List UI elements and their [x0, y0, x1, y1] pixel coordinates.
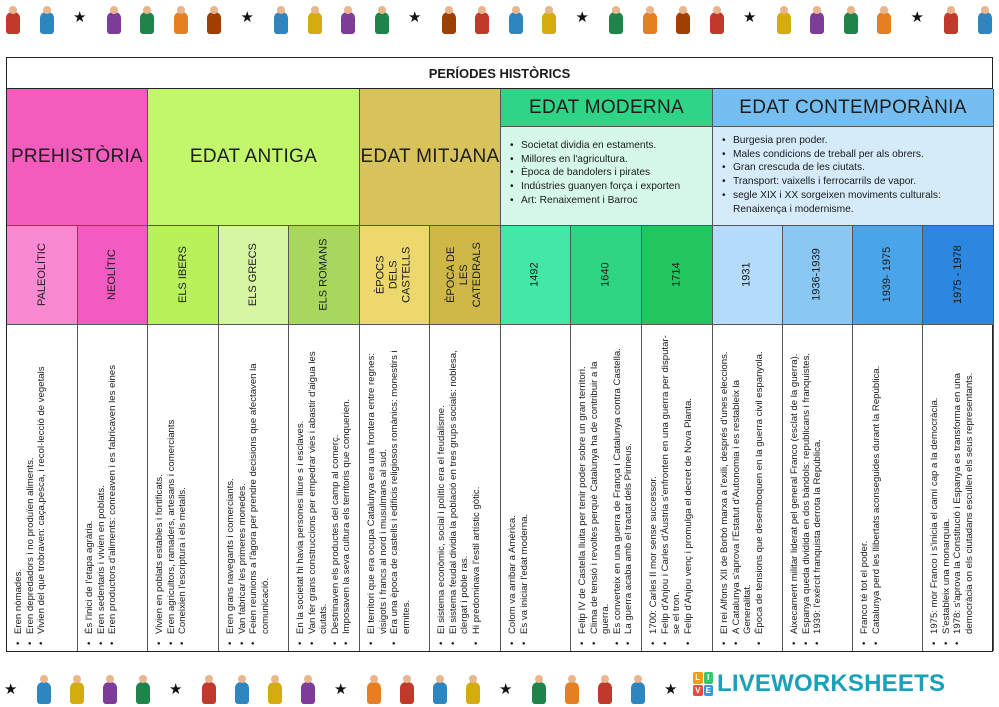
- character-figure-icon: [140, 12, 154, 34]
- character-figure-icon: [542, 12, 556, 34]
- logo-mark-letter: L: [693, 672, 703, 684]
- subperiod-label: ÈPOCS DELS CASTELLS: [374, 246, 414, 304]
- period-fact: • Colom va arribar a Amèrica.: [507, 333, 519, 645]
- character-figure-icon: [301, 682, 315, 704]
- period-fact: • Època de tensions que desemboquen en la guerra civil espanyola.: [754, 333, 766, 645]
- contemporania-summary: [713, 127, 994, 226]
- period-fact: • Espanya queda dividida en dos bàndols: republicans i franquistes.: [801, 333, 813, 645]
- star-icon: ★: [664, 680, 678, 698]
- logo-mark-letter: V: [693, 685, 703, 697]
- period-fact: • Aixecament militar liderat pel general Franco (esclat de la guerra).: [789, 333, 801, 645]
- character-figure-icon: [107, 12, 121, 34]
- period-facts-column: [219, 325, 289, 651]
- era-contemporania: EDAT CONTEMPORÀNIA: [713, 89, 994, 127]
- moderna-summary-item: • Indústries guanyen força i exporten: [521, 180, 706, 194]
- contemporania-summary-item: • Transport: vaixells i ferrocarrils de vapor.: [733, 175, 987, 189]
- period-fact: • En la societat hi havia persones lliure s i esclaves.: [295, 333, 307, 645]
- character-figure-icon: [367, 682, 381, 704]
- character-figure-icon: [643, 12, 657, 34]
- character-figure-icon: [598, 682, 612, 704]
- table-title: PERÍODES HISTÒRICS: [7, 58, 992, 89]
- character-figure-icon: [37, 682, 51, 704]
- period-fact: • El territori que era ocupa Catalunya era una frontera entre regnes: visigots i francs al nord i musulmans al sud.: [366, 333, 389, 645]
- character-figure-icon: [235, 682, 249, 704]
- subperiod-label: ELS IBERS: [176, 246, 189, 304]
- character-figure-icon: [40, 12, 54, 34]
- star-icon: ★: [240, 8, 254, 26]
- period-fact: • Eren agricultors, ramaders, artesans i comerciants: [166, 333, 178, 645]
- period-fact: • El sistema feudal dividia la població en tres grups socials: noblesa, clergat i poble ras.: [448, 333, 471, 645]
- character-figure-icon: [844, 12, 858, 34]
- moderna-summary-item: • Societat dividia en estaments.: [521, 139, 706, 153]
- historical-periods-table: [6, 57, 993, 652]
- subperiod-cell: [219, 226, 289, 325]
- subperiod-cell: [7, 226, 78, 325]
- period-facts-column: [78, 325, 148, 651]
- period-facts-column: [571, 325, 642, 651]
- star-icon: ★: [334, 680, 348, 698]
- period-fact: • Van fer grans construccions per empedrar vies i abastir d'aigua les ciutats.: [307, 333, 330, 645]
- subperiod-label: PALEOLÍTIC: [35, 243, 48, 307]
- character-figure-icon: [475, 12, 489, 34]
- subperiod-label: 1939- 1975: [880, 247, 893, 303]
- character-figure-icon: [442, 12, 456, 34]
- character-figure-icon: [70, 682, 84, 704]
- character-figure-icon: [174, 12, 188, 34]
- period-facts-column: [7, 325, 78, 651]
- decorative-border-top: [0, 0, 999, 40]
- subperiod-cell: [78, 226, 148, 325]
- era-antiga: EDAT ANTIGA: [148, 89, 360, 226]
- period-facts-column: [853, 325, 923, 651]
- subperiod-label: ÈPOCA DE LES CATEDRALS: [445, 242, 484, 308]
- period-fact: • Felip d'Anjou i Carles d'Àustria s'enfronten en una guerra per disputar-se el tron.: [660, 333, 683, 645]
- period-fact: • Catalunya perd les llibertats aconseguides durant la República.: [871, 333, 883, 645]
- period-fact: • La guerra acaba amb el tractat dels Pirineus.: [623, 333, 635, 645]
- liveworksheets-logo: [693, 669, 945, 699]
- character-figure-icon: [308, 12, 322, 34]
- period-fact: • Clima de tensió i revoltes perquè Catalunya ha de contribuir a la guerra.: [589, 333, 612, 645]
- logo-mark: [693, 672, 713, 696]
- character-figure-icon: [609, 12, 623, 34]
- character-figure-icon: [136, 682, 150, 704]
- period-fact: • Es va iniciar l'edat moderna.: [519, 333, 531, 645]
- period-fact: • Felip IV de Castella lluita per tenir poder sobre un gran territori.: [577, 333, 589, 645]
- subperiod-label: ELS GRECS: [246, 243, 259, 307]
- period-fact: • Eren grans navegants i comerciants.: [225, 333, 237, 645]
- character-figure-icon: [103, 682, 117, 704]
- period-fact: • Franco té tot el poder.: [859, 333, 871, 645]
- period-facts-column: [501, 325, 571, 651]
- subperiod-cell: [713, 226, 783, 325]
- subperiod-label: 1936-1939: [810, 248, 823, 302]
- period-facts-column: [360, 325, 430, 651]
- character-figure-icon: [631, 682, 645, 704]
- character-figure-icon: [6, 12, 20, 34]
- subperiod-cell: [571, 226, 642, 325]
- star-icon: ★: [743, 8, 757, 26]
- period-fact: • Hi predominava l'estil artístic gòtic.: [471, 333, 483, 645]
- character-figure-icon: [274, 12, 288, 34]
- period-fact: • Eren depredadors i no produïen aliments.: [25, 333, 37, 645]
- period-fact: • Era una època de castells i edificis religiosos romànics: monestirs i ermites.: [389, 333, 412, 645]
- period-fact: • 1978: s'aprova la Constitució i Espanya es transforma en una democràcia on els ciutadans escullen els seus representants.: [952, 333, 975, 645]
- character-figure-icon: [710, 12, 724, 34]
- subperiod-cell: [430, 226, 501, 325]
- period-fact: • Coneixien l'escriptura i els metalls.: [177, 333, 189, 645]
- subperiod-label: 1640: [599, 262, 612, 288]
- period-fact: • S'estableix una monarquia.: [941, 333, 953, 645]
- character-figure-icon: [268, 682, 282, 704]
- subperiod-label: 1975 - 1978: [951, 245, 964, 305]
- subperiod-cell: [783, 226, 853, 325]
- star-icon: ★: [73, 8, 87, 26]
- character-figure-icon: [202, 682, 216, 704]
- subperiod-label: 1492: [528, 262, 541, 288]
- contemporania-summary-item: • segle XIX i XX sorgeixen moviments culturals: Renaixença i modernisme.: [733, 189, 987, 216]
- period-fact: • A Catalunya s'aprova l'Estatut d'Autonomia i es restableix la Generalitat.: [731, 333, 754, 645]
- period-fact: • Vivien del que trobraven: caça,pesca, i recol·lecció de vegetals: [36, 333, 48, 645]
- star-icon: ★: [169, 680, 183, 698]
- period-fact: • Van fabricar les primeres monedes.: [237, 333, 249, 645]
- contemporania-summary-item: • Burgesia pren poder.: [733, 134, 987, 148]
- character-figure-icon: [375, 12, 389, 34]
- period-fact: • 1700: Carles II mor sense successor.: [648, 333, 660, 645]
- subperiod-cell: [853, 226, 923, 325]
- subperiod-label: 1931: [740, 262, 753, 288]
- period-fact: • Feien reunions a l'àgora per prendre decisions que afectaven la comunicació.: [248, 333, 271, 645]
- character-figure-icon: [565, 682, 579, 704]
- star-icon: ★: [910, 8, 924, 26]
- period-fact: • 1975: mor Franco i s'inicia el camí cap a la democràcia.: [929, 333, 941, 645]
- period-facts-column: [642, 325, 713, 651]
- contemporania-summary-item: • Gran crescuda de les ciutats.: [733, 161, 987, 175]
- period-fact: • Eren sedentaris i vivien en poblats.: [96, 333, 108, 645]
- period-fact: • 1939: l'exèrcit franquista derrota la República.: [812, 333, 824, 645]
- period-fact: • Eren productors d'aliments: conreaven i es fabricaven les eines: [107, 333, 119, 645]
- moderna-summary: [501, 127, 713, 226]
- period-facts-column: [289, 325, 360, 651]
- era-mitjana: EDAT MITJANA: [360, 89, 501, 226]
- star-icon: ★: [4, 680, 18, 698]
- period-fact: • El sistema econòmic, social i polític era el feudalisme.: [436, 333, 448, 645]
- period-fact: • Eren nòmades.: [13, 333, 25, 645]
- character-figure-icon: [207, 12, 221, 34]
- moderna-summary-item: • Època de bandolers i pirates: [521, 166, 706, 180]
- character-figure-icon: [433, 682, 447, 704]
- period-fact: • Es converteix en una guerra de França i Catalunya contra Castella.: [612, 333, 624, 645]
- subperiod-cell: [360, 226, 430, 325]
- star-icon: ★: [499, 680, 513, 698]
- character-figure-icon: [400, 682, 414, 704]
- subperiod-cell: [148, 226, 219, 325]
- subperiod-cell: [642, 226, 713, 325]
- character-figure-icon: [466, 682, 480, 704]
- period-fact: • Destrinaven els productes del camp al comerç.: [330, 333, 342, 645]
- character-figure-icon: [877, 12, 891, 34]
- period-fact: • És l'inici de l'etapa agrària.: [84, 333, 96, 645]
- subperiod-cell: [923, 226, 994, 325]
- period-fact: • Felip d'Anjou venç i promulga el decret de Nova Planta.: [683, 333, 695, 645]
- character-figure-icon: [532, 682, 546, 704]
- period-fact: • Vivien en poblats estables i fortificats.: [154, 333, 166, 645]
- era-prehistoria: PREHISTÒRIA: [7, 89, 148, 226]
- period-fact: • El rei Alfons XII de Borbó marxa a l'exili, després d'unes eleccions.: [719, 333, 731, 645]
- era-moderna: EDAT MODERNA: [501, 89, 713, 127]
- moderna-summary-item: • Millores en l'agricultura.: [521, 153, 706, 167]
- character-figure-icon: [810, 12, 824, 34]
- period-facts-column: [148, 325, 219, 651]
- character-figure-icon: [978, 12, 992, 34]
- period-facts-column: [713, 325, 783, 651]
- contemporania-summary-item: • Males condicions de treball per als obrers.: [733, 148, 987, 162]
- subperiod-label: ELS ROMANS: [317, 238, 330, 312]
- period-fact: • Imposaven la seva cultura els territoris que conquerien.: [341, 333, 353, 645]
- moderna-summary-item: • Art: Renaixement i Barroc: [521, 194, 706, 208]
- logo-mark-letter: I: [704, 672, 714, 684]
- period-facts-column: [783, 325, 853, 651]
- subperiod-label: NEOLÍTIC: [105, 249, 118, 301]
- period-facts-column: [430, 325, 501, 651]
- subperiod-cell: [289, 226, 360, 325]
- subperiod-cell: [501, 226, 571, 325]
- character-figure-icon: [944, 12, 958, 34]
- character-figure-icon: [341, 12, 355, 34]
- star-icon: ★: [408, 8, 422, 26]
- period-facts-column: [923, 325, 994, 651]
- star-icon: ★: [575, 8, 589, 26]
- logo-mark-letter: E: [704, 685, 714, 697]
- character-figure-icon: [676, 12, 690, 34]
- character-figure-icon: [509, 12, 523, 34]
- subperiod-label: 1714: [670, 262, 683, 288]
- character-figure-icon: [777, 12, 791, 34]
- logo-text: LIVEWORKSHEETS: [717, 670, 946, 697]
